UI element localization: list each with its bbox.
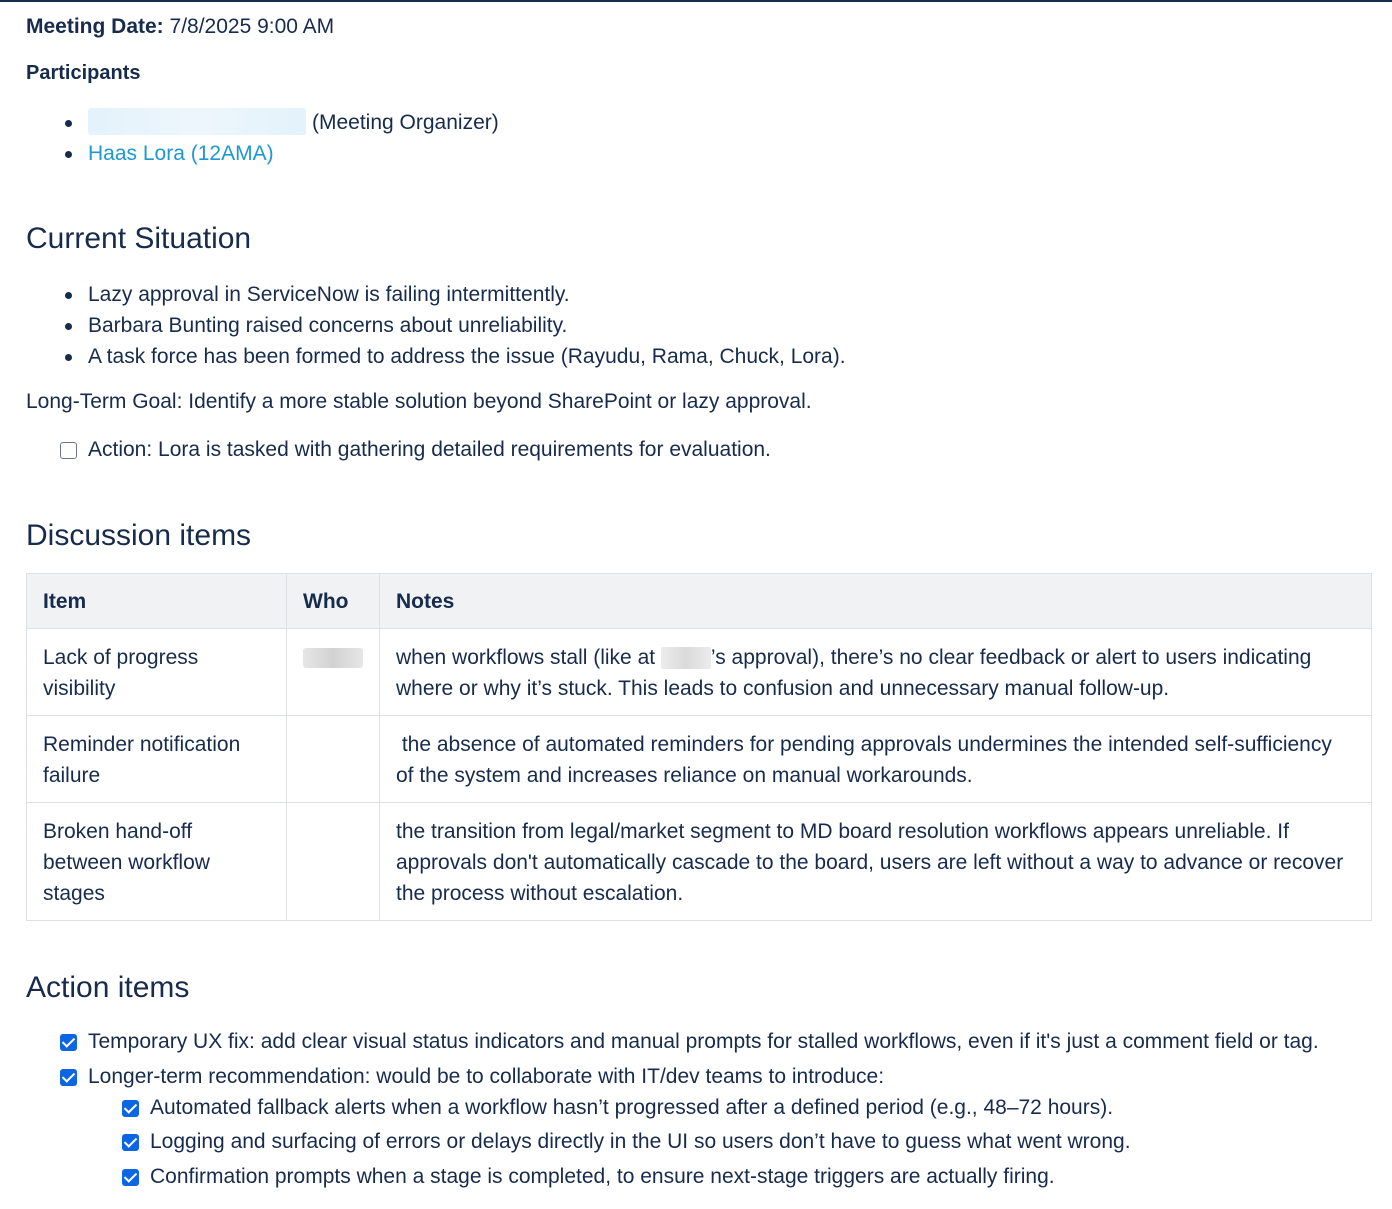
long-term-goal: Long-Term Goal: Identify a more stable solution beyond SharePoint or lazy approval. xyxy=(26,390,812,413)
task-checkbox-checked[interactable] xyxy=(122,1100,139,1117)
situation-bullet: A task force has been formed to address the issue (Rayudu, Rama, Chuck, Lora). xyxy=(62,341,846,372)
task-checkbox-checked[interactable] xyxy=(122,1169,139,1186)
participants-heading: Participants xyxy=(26,62,141,84)
cell-who xyxy=(287,629,380,716)
situation-action-task xyxy=(60,434,771,466)
table-header-row xyxy=(27,574,1372,629)
situation-list xyxy=(62,279,846,372)
action-items-heading: Action items xyxy=(26,971,190,1004)
redacted-name-inline xyxy=(661,647,711,669)
cell-notes xyxy=(380,629,1372,716)
participant-role: (Meeting Organizer) xyxy=(312,111,499,134)
situation-bullet: Lazy approval in ServiceNow is failing intermittently. xyxy=(62,279,846,310)
task-checkbox[interactable] xyxy=(60,442,77,459)
cell-who xyxy=(287,716,380,803)
notes-text-start: when workflows stall (like at xyxy=(396,646,661,669)
table-row xyxy=(27,629,1372,716)
cell-notes: the transition from legal/market segment to MD board resolution workflows appears unreliable. If approvals don't automatically cascade to the board, users are left without a way to advance or recover the process without escalation. xyxy=(380,803,1372,921)
column-header-who: Who xyxy=(287,574,380,629)
cell-item: Broken hand-off between workflow stages xyxy=(27,803,287,921)
current-situation-heading: Current Situation xyxy=(26,222,252,255)
task-text: Action: Lora is tasked with gathering detailed requirements for evaluation. xyxy=(88,438,771,461)
task-text: Automated fallback alerts when a workflow hasn’t progressed after a defined period (e.g., 48–72 hours). xyxy=(150,1096,1114,1119)
column-header-notes: Notes xyxy=(380,574,1372,629)
action-item xyxy=(60,1026,1319,1058)
redacted-name xyxy=(88,108,306,135)
task-text: Confirmation prompts when a stage is completed, to ensure next-stage triggers are actually firing. xyxy=(150,1165,1055,1188)
situation-bullet: Barbara Bunting raised concerns about unreliability. xyxy=(62,310,846,341)
task-text: Temporary UX fix: add clear visual status indicators and manual prompts for stalled workflows, even if it's just a comment field or tag. xyxy=(88,1030,1319,1053)
column-header-item: Item xyxy=(27,574,287,629)
action-subitem xyxy=(122,1092,1113,1124)
cell-notes: the absence of automated reminders for pending approvals undermines the intended self-sufficiency of the system and increases reliance on manual workarounds. xyxy=(380,716,1372,803)
task-checkbox-checked[interactable] xyxy=(60,1069,77,1086)
cell-item: Reminder notification failure xyxy=(27,716,287,803)
table-row xyxy=(27,803,1372,921)
task-text: Logging and surfacing of errors or delays directly in the UI so users don’t have to guess what went wrong. xyxy=(150,1130,1131,1153)
participant-mention-link[interactable]: Haas Lora (12AMA) xyxy=(88,142,274,165)
discussion-heading: Discussion items xyxy=(26,519,252,552)
meeting-date-label: Meeting Date: xyxy=(26,15,164,38)
action-item xyxy=(60,1061,884,1093)
table-row xyxy=(27,716,1372,803)
cell-item: Lack of progress visibility xyxy=(27,629,287,716)
task-checkbox-checked[interactable] xyxy=(122,1134,139,1151)
cell-who xyxy=(287,803,380,921)
meeting-date-value: 7/8/2025 9:00 AM xyxy=(169,15,335,38)
notes-text-end: ’s approval), there’s no clear feedback or alert to users indicating where or why it’s stuck. This leads to confusion and unnecessary manual follow-up. xyxy=(396,646,1312,700)
participant-lora xyxy=(62,138,499,169)
participant-organizer xyxy=(62,107,499,138)
task-text: Longer-term recommendation: would be to collaborate with IT/dev teams to introduce: xyxy=(88,1065,885,1088)
participants-list xyxy=(62,107,499,169)
meeting-date xyxy=(26,15,334,39)
redacted-who xyxy=(303,648,363,668)
action-subitem xyxy=(122,1161,1055,1193)
task-checkbox-checked[interactable] xyxy=(60,1034,77,1051)
discussion-table xyxy=(26,573,1372,921)
action-subitem xyxy=(122,1126,1131,1158)
